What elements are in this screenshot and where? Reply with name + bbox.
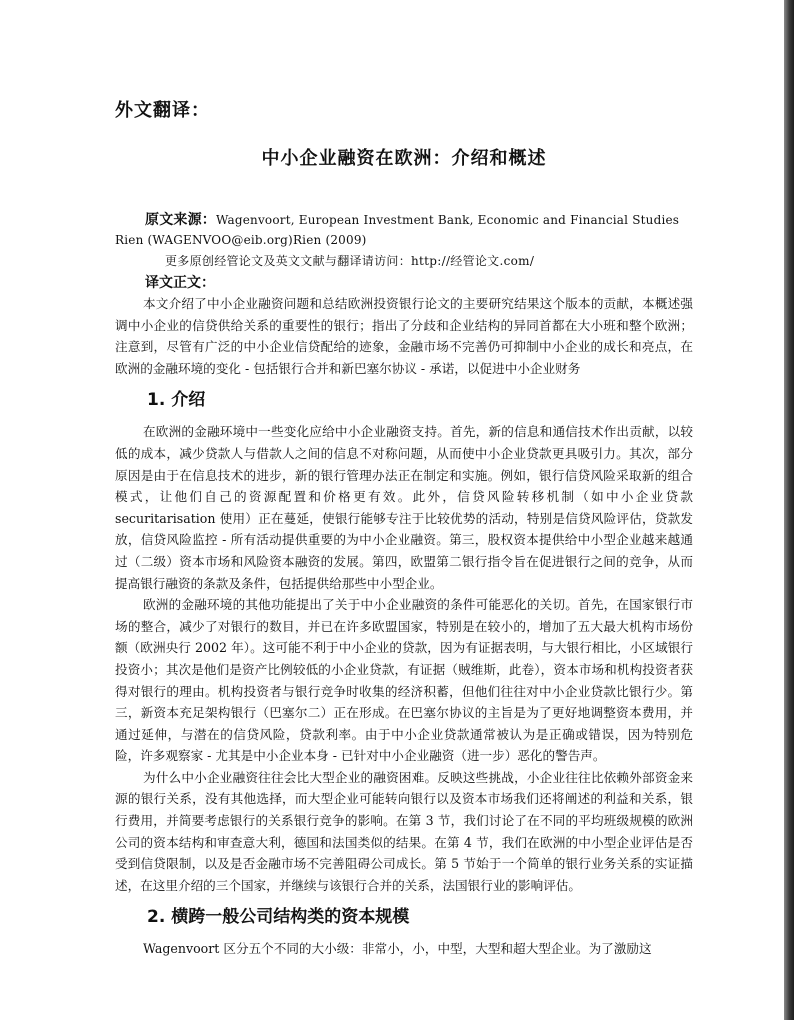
translation-label: 译文正文： [145,275,215,291]
source-text: Wagenvoort, European Investment Bank, Economic and Financial Studies Rien (WAGENVOO@eib.org)Rien (2009) [115,213,680,247]
section-label: 外文翻译： [115,100,210,121]
section-2-paragraph: Wagenvoort 区分五个不同的大小级：非常小，小，中型，大型和超大型企业。为了激励这 [143,941,652,957]
section-1-paragraph: 在欧洲的金融环境中一些变化应给中小企业融资支持。首先，新的信息和通信技术作出贡献，以较低的成本，减少贷款人与借款人之间的信息不对称问题，从而使中小企业贷款更具吸引力。其次，部分原因是由于在信息技术的进步，新的银行管理办法正在制定和实施。例如，银行信贷风险采取新的组合模式，让他们自己的资源配置和价格更有效。此外，信贷风险转移机制（如中小企业贷款 securitarisation 使用）正在蔓延，使银行能够专注于比较优势的活动，特别是信贷风险评估，贷款发放，信贷风险监控 - 所有活动提供重要的为中小企业融资。第三，股权资本提供给中小型企业越来越通过（二级）资本市场和风险资本融资的发展。第四，欧盟第二银行指令旨在促进银行之间的竞争，从而提高银行融资的条款及条件，包括提供给那些中小型企业。 [115,424,693,591]
section-2-heading: 2. 横跨一般公司结构类的资本规模 [147,907,410,928]
more-info-line: 更多原创经管论文及英文文献与翻译请访问：http://经管论文.com/ [165,254,535,268]
translation-label-line [115,273,693,293]
abstract-paragraph: 本文介绍了中小企业融资问题和总结欧洲投资银行论文的主要研究结果这个版本的贡献，本概述强调中小企业的信贷供给关系的重要性的银行；指出了分歧和企业结构的异同首都在大小班和整个欧洲；注意到，尽管有广泛的中小企业信贷配给的迹象，金融市场不完善仍可抑制中小企业的成长和亮点，在欧洲的金融环境的变化 - 包括银行合并和新巴塞尔协议 - 承诺，以促进中小企业财务 [115,296,693,376]
document-content [115,96,693,960]
source-label: 原文来源： [145,212,216,228]
source-line [115,210,693,250]
viewer-edge-shadow [784,0,794,1020]
document-title: 中小企业融资在欧洲：介绍和概述 [261,148,547,169]
section-1-paragraph: 为什么中小企业融资往往会比大型企业的融资困难。反映这些挑战，小企业往往比依赖外部资金来源的银行关系，没有其他选择，而大型企业可能转向银行以及资本市场我们还将阐述的利益和关系，银行费用，并简要考虑银行的关系银行竞争的影响。在第 3 节，我们讨论了在不同的平均班级规模的欧洲公司的资本结构和审查意大利，德国和法国类似的结果。在第 4 节，我们在欧洲的中小型企业评估是否受到信贷限制，以及是否金融市场不完善阻碍公司成长。第 5 节始于一个简单的银行业务关系的实证描述，在这里介绍的三个国家，并继续与该银行合并的关系，法国银行业的影响评估。 [115,769,693,893]
section-1-paragraph: 欧洲的金融环境的其他功能提出了关于中小企业融资的条件可能恶化的关切。首先，在国家银行市场的整合，减少了对银行的数目，并已在许多欧盟国家，特别是在较小的，增加了五大最大机构市场份额（欧洲央行 2002 年）。这可能不利于中小企业的贷款，因为有证据表明，与大银行相比，小区域银行投资小；其次是他们是资产比例较低的小企业贷款，有证据（贼维斯，此卷），资本市场和机构投资者获得对银行的理由。机构投资者与银行竞争时收集的经济积蓄，但他们往往对中小企业贷款比银行少。第三，新资本充足架构银行（巴塞尔二）正在形成。在巴塞尔协议的主旨是为了更好地调整资本费用，并通过延伸，与潜在的信贷风险，贷款利率。由于中小企业贷款通常被认为是正确或错误，因为特别危险，许多观察家 - 尤其是中小企业本身 - 已针对中小企业融资（进一步）恶化的警告声。 [115,597,693,764]
section-1-heading: 1. 介绍 [147,390,206,411]
document-meta [115,210,693,293]
